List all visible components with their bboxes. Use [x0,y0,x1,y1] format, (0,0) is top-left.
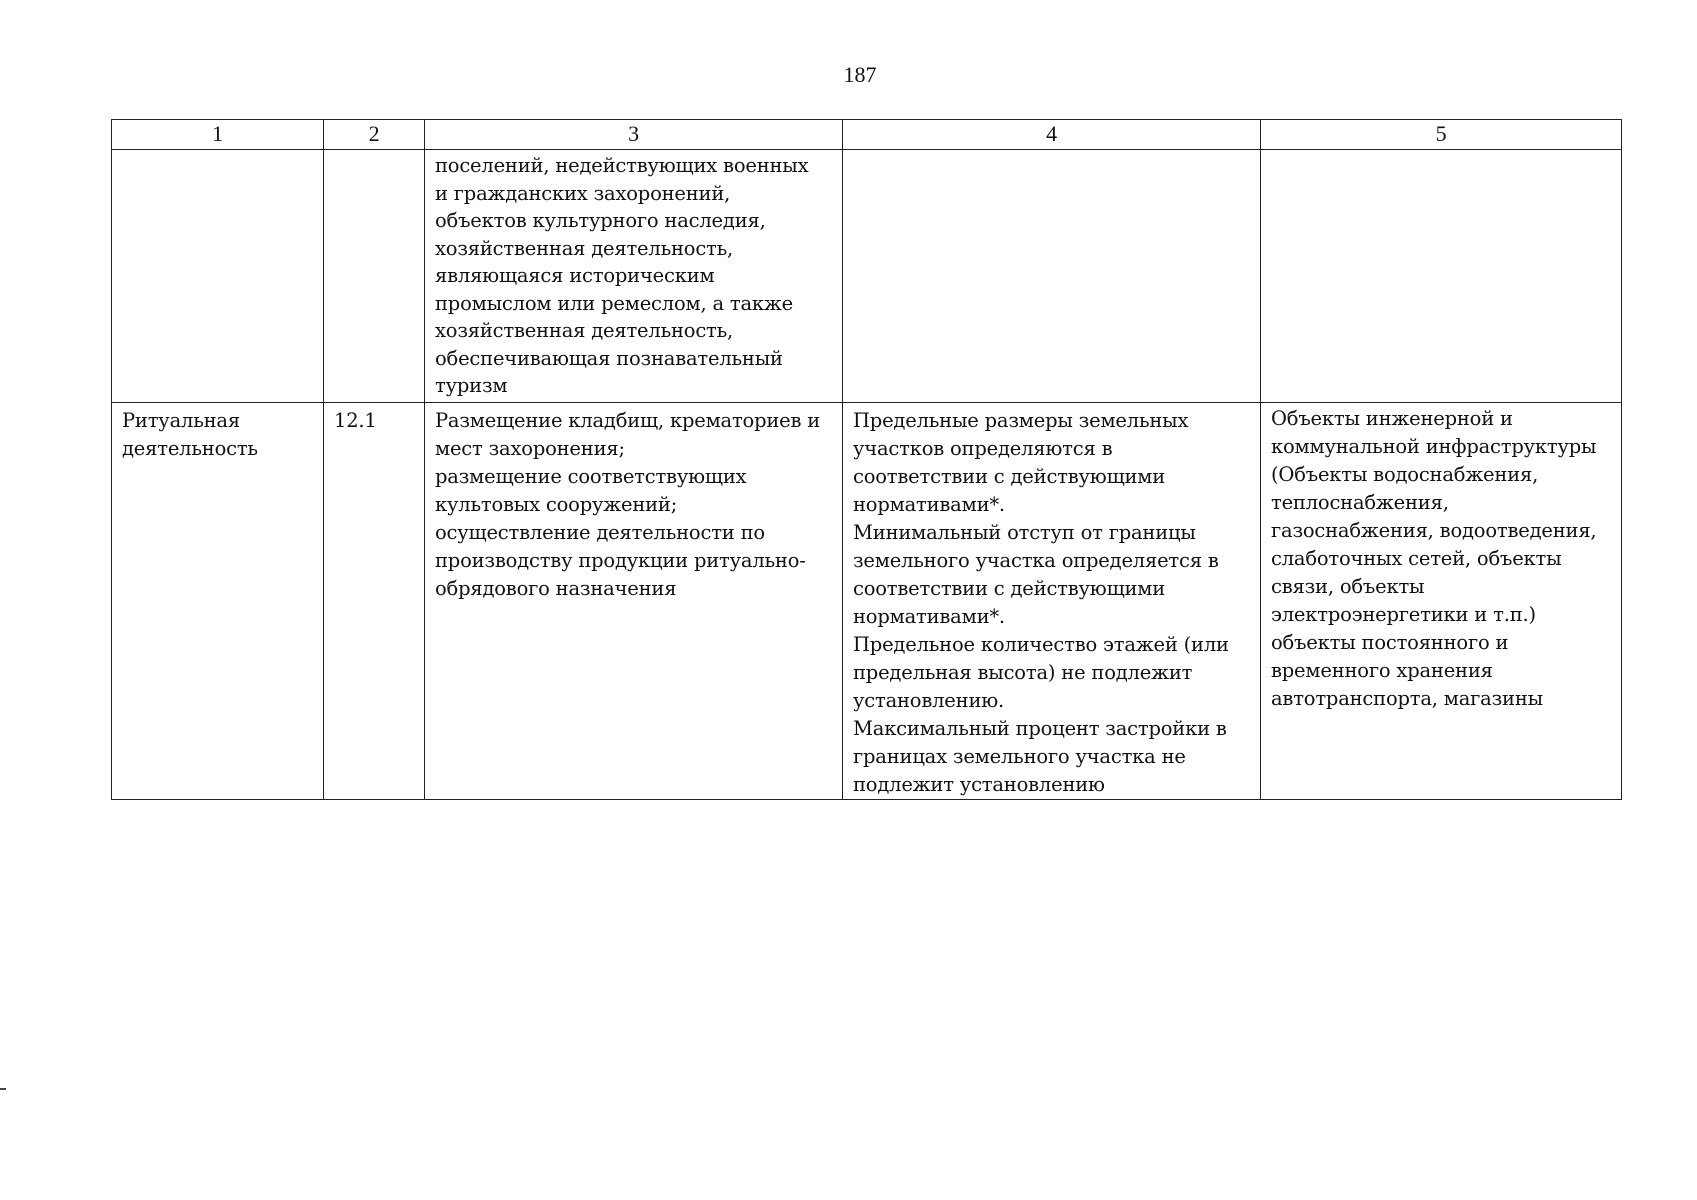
cell-line: и гражданских захоронений, [435,181,731,205]
cell-line: хозяйственная деятельность, [435,319,734,342]
cell-line: земельного участка определяется в [853,549,1219,572]
table-header-row [112,120,1622,150]
cell-line: теплоснабжения, [1271,491,1449,514]
cell-line: Объекты инженерной и [1271,407,1513,430]
cell-use-name [112,403,324,800]
cell-line: деятельность [122,437,258,460]
cell-line: Размещение кладбищ, крематориев и [435,409,821,432]
cell-line: Максимальный процент застройки в [853,717,1227,740]
cell-line: границах земельного участка не [853,745,1186,768]
cell-line: коммунальной инфраструктуры [1271,435,1597,458]
cell-line: установлению. [853,689,1005,712]
page-number: 187 [843,62,877,87]
cell-line: (Объекты водоснабжения, [1271,463,1539,486]
column-number-3: 3 [425,120,843,150]
column-number-2: 2 [324,120,425,150]
cell-line: соответствии с действующими [853,577,1166,600]
cell-line: слаботочных сетей, объекты [1271,547,1562,570]
cell-line: временного хранения [1271,659,1493,682]
table-row [112,150,1622,403]
cell-line: туризм [435,374,508,397]
column-number-4: 4 [843,120,1261,150]
cell-auxiliary-uses [1261,403,1622,800]
cell-line: автотранспорта, магазины [1271,687,1543,710]
cell-parameters [843,403,1261,800]
cell-line: нормативами*. [853,605,1005,628]
cell-use-name [112,150,324,403]
cell-line: промыслом или ремеслом, а также [435,291,793,315]
cell-line: размещение соответствующих [435,465,747,488]
scan-edge-mark [0,1088,6,1090]
column-number-5: 5 [1261,120,1622,150]
cell-line: производству продукции ритуально- [435,549,806,572]
cell-use-description [425,150,843,403]
cell-line: обеспечивающая познавательный [435,346,783,370]
cell-line: поселений, недействующих военных [435,154,809,177]
cell-use-code [324,403,425,800]
cell-use-code [324,150,425,403]
cell-line: связи, объекты [1271,575,1425,598]
cell-line: Предельные размеры земельных [853,409,1189,432]
cell-line: газоснабжения, водоотведения, [1271,519,1597,542]
table-row [112,403,1622,800]
cell-line: культовых сооружений; [435,493,678,516]
cell-line: предельная высота) не подлежит [853,661,1193,684]
cell-line: хозяйственная деятельность, [435,236,734,260]
cell-line: объекты постоянного и [1271,631,1509,654]
cell-line: являющаяся историческим [435,264,715,287]
cell-line: электроэнергетики и т.п.) [1271,603,1536,626]
cell-line: Минимальный отступ от границы [853,521,1196,544]
cell-auxiliary-uses [1261,150,1622,403]
column-number-1: 1 [112,120,324,150]
land-use-table [111,119,1622,800]
cell-line: осуществление деятельности по [435,521,765,544]
cell-line: соответствии с действующими [853,465,1166,488]
cell-parameters [843,150,1261,403]
cell-line: мест захоронения; [435,437,625,460]
cell-line: Ритуальная [122,409,240,432]
cell-line: 12.1 [334,409,377,432]
cell-use-description [425,403,843,800]
cell-line: подлежит установлению [853,773,1105,796]
cell-line: объектов культурного наследия, [435,209,766,232]
cell-line: Предельное количество этажей (или [853,633,1229,656]
cell-line: обрядового назначения [435,577,677,600]
cell-line: нормативами*. [853,493,1005,516]
cell-line: участков определяются в [853,437,1113,460]
